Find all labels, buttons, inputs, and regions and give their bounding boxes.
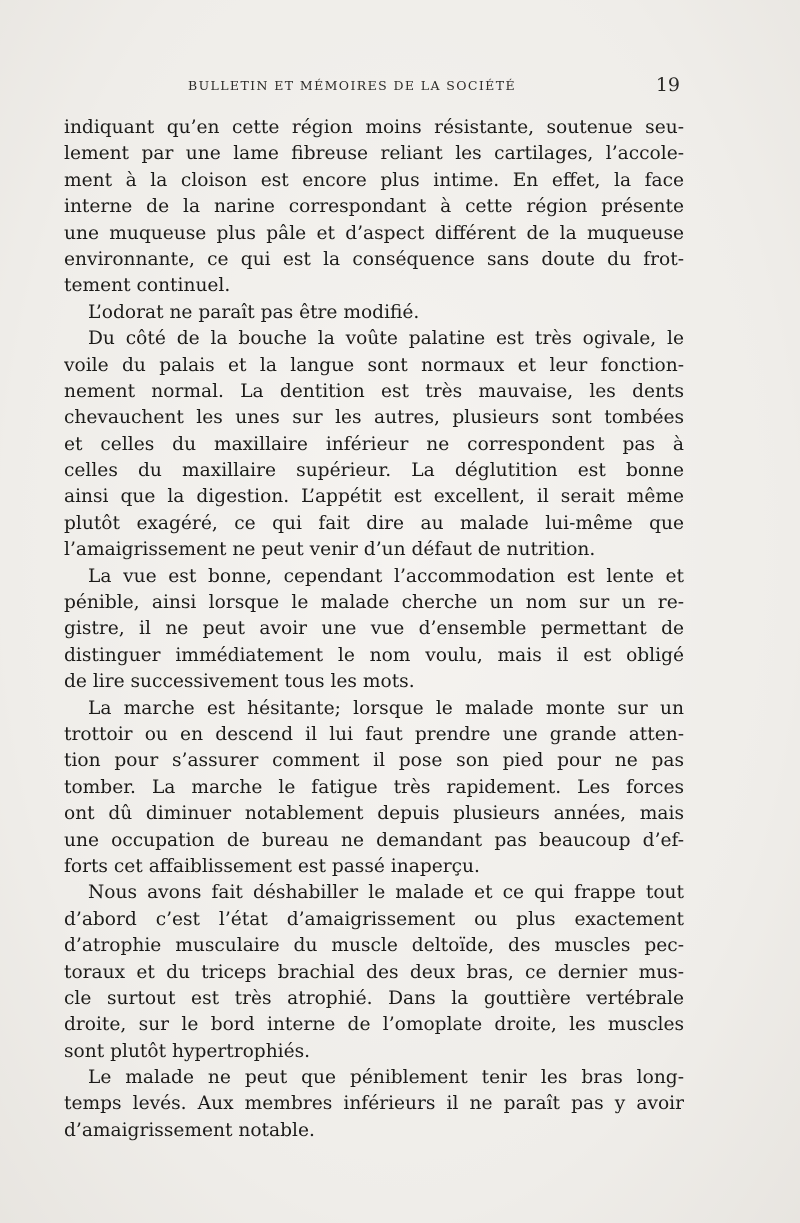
text-line: ainsi que la digestion. L’appétit est excellent, il serait même <box>64 486 684 508</box>
text-line: ment à la cloison est encore plus intime. En effet, la face <box>64 169 684 191</box>
text-line: voile du palais et la langue sont normaux et leur fonction- <box>64 354 684 376</box>
text-line: de lire successivement tous les mots. <box>64 671 415 693</box>
text-line: l’amaigrissement ne peut venir d’un défaut de nutrition. <box>64 539 596 561</box>
paragraph <box>64 696 684 881</box>
paragraph <box>64 115 684 300</box>
text-line: une occupation de bureau ne demandant pas beaucoup d’ef- <box>64 829 684 851</box>
text-line: droite, sur le bord interne de l’omoplate droite, les muscles <box>64 1014 684 1036</box>
text-line: tement continuel. <box>64 275 231 297</box>
running-head <box>64 76 684 98</box>
paragraph <box>64 880 684 1065</box>
text-line: d’amaigrissement notable. <box>64 1119 315 1141</box>
text-line: d’abord c’est l’état d’amaigrissement ou plus exactement <box>64 908 684 930</box>
text-line: La vue est bonne, cependant l’accommodation est lente et <box>88 565 684 587</box>
text-line: gistre, il ne peut avoir une vue d’ensemble permettant de <box>64 618 684 640</box>
page-number: 19 <box>655 74 680 96</box>
paragraph <box>64 326 684 564</box>
text-line: nement normal. La dentition est très mauvaise, les dents <box>64 380 684 402</box>
text-line: plutôt exagéré, ce qui fait dire au malade lui-même que <box>64 512 684 534</box>
paragraph <box>64 1065 684 1144</box>
text-line: tion pour s’assurer comment il pose son pied pour ne pas <box>64 750 684 772</box>
body-text <box>64 115 684 1144</box>
text-line: trottoir ou en descend il lui faut prendre une grande atten- <box>64 723 684 745</box>
text-line: pénible, ainsi lorsque le malade cherche un nom sur un re- <box>64 592 684 614</box>
paragraph <box>64 564 684 696</box>
text-line: environnante, ce qui est la conséquence sans doute du frot- <box>64 248 684 270</box>
text-line: sont plutôt hypertrophiés. <box>64 1040 311 1062</box>
text-line: distinguer immédiatement le nom voulu, mais il est obligé <box>64 644 684 666</box>
text-line: forts cet affaiblissement est passé inaperçu. <box>64 855 480 877</box>
text-line: tomber. La marche le fatigue très rapidement. Les forces <box>64 776 684 798</box>
text-line: interne de la narine correspondant à cette région présente <box>64 196 684 218</box>
text-line: L’odorat ne paraît pas être modifié. <box>88 301 420 323</box>
text-line: lement par une lame fibreuse reliant les cartilages, l’accole- <box>64 143 684 165</box>
text-line: et celles du maxillaire inférieur ne correspondent pas à <box>64 433 684 455</box>
text-line: Nous avons fait déshabiller le malade et ce qui frappe tout <box>88 882 684 904</box>
text-line: chevauchent les unes sur les autres, plusieurs sont tombées <box>64 407 684 429</box>
text-line: La marche est hésitante; lorsque le malade monte sur un <box>88 697 684 719</box>
text-line: d’atrophie musculaire du muscle deltoïde, des muscles pec- <box>64 935 684 957</box>
text-line: cle surtout est très atrophié. Dans la gouttière vertébrale <box>64 987 684 1009</box>
text-line: Le malade ne peut que péniblement tenir les bras long- <box>88 1067 684 1089</box>
paragraph <box>64 300 684 326</box>
text-line: une muqueuse plus pâle et d’aspect différent de la muqueuse <box>64 222 684 244</box>
text-line: indiquant qu’en cette région moins résistante, soutenue seu- <box>64 117 684 138</box>
text-line: Du côté de la bouche la voûte palatine est très ogivale, le <box>88 328 684 350</box>
text-line: toraux et du triceps brachial des deux bras, ce dernier mus- <box>64 961 684 983</box>
text-line: temps levés. Aux membres inférieurs il ne paraît pas y avoir <box>64 1093 684 1115</box>
text-line: ont dû diminuer notablement depuis plusieurs années, mais <box>64 803 684 825</box>
text-line: celles du maxillaire supérieur. La déglutition est bonne <box>64 460 684 482</box>
running-title: BULLETIN ET MÉMOIRES DE LA SOCIÉTÉ <box>188 78 516 93</box>
